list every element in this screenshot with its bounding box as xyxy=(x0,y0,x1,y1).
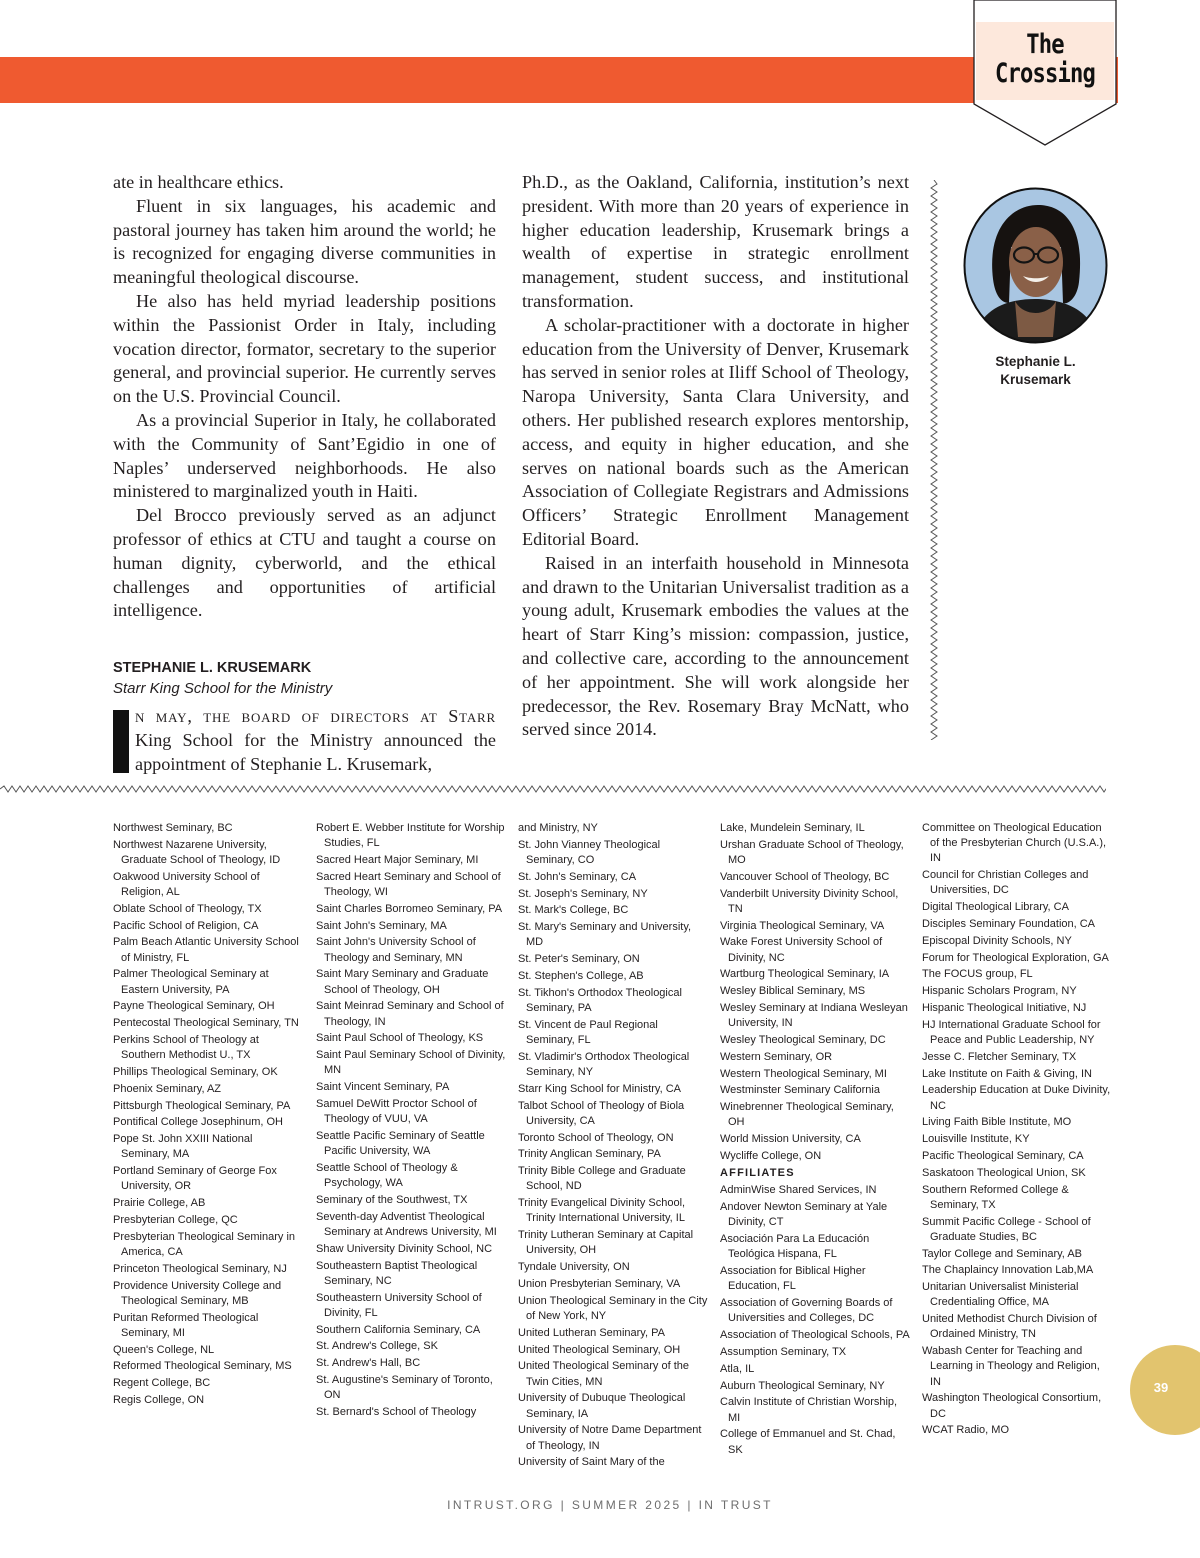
paragraph: Raised in an interfaith household in Minnesota and drawn to the Unitarian Universalist tradition as a young adult, Krusemark embodies the values at the heart of Starr King’s mission: compassion, justice, and collective care, according to the announcement of her appointment. She will work alongside her predecessor, the Rev. Rosemary Bray McNatt, who served since 2014. xyxy=(522,552,909,740)
list-item: Saint Mary Seminary and Graduate School of Theology, OH xyxy=(316,968,489,996)
list-item: Robert E. Webber Institute for Worship Studies, FL xyxy=(316,822,505,850)
list-item: Saint John's Seminary, MA xyxy=(316,919,447,932)
list-item: Providence University College and Theological Seminary, MB xyxy=(113,1279,282,1307)
profile-institution: Starr King School for the Ministry xyxy=(113,680,333,698)
list-item: Saint Vincent Seminary, PA xyxy=(316,1081,450,1094)
list-item: St. Mary's Seminary and University, MD xyxy=(518,921,692,949)
paragraph: He also has held myriad leadership positions within the Passionist Order in Italy, including vocation director, formator, secretary to the superior general, and provincial superior. He currently serves on the U.S. Provincial Council. xyxy=(113,290,496,407)
paragraph: As a provincial Superior in Italy, he collaborated with the Community of Sant’Egidio in one of Naples’ underserved neighborhoods. He also ministered to marginalized youth in Haiti. xyxy=(113,409,496,502)
vertical-wavy-divider xyxy=(929,180,939,740)
profile-name-heading: STEPHANIE L. KRUSEMARK xyxy=(113,660,312,677)
list-item: Vanderbilt University Divinity School, TN xyxy=(720,887,899,915)
list-item: Southeastern Baptist Theological Seminary, NC xyxy=(316,1259,478,1287)
list-item: St. Augustine's Seminary of Toronto, ON xyxy=(316,1373,493,1402)
list-item: Regis College, ON xyxy=(113,1393,205,1406)
member-list-column-3 xyxy=(518,821,708,1472)
member-list-column-2 xyxy=(316,821,506,1422)
list-item: Pentecostal Theological Seminary, TN xyxy=(113,1017,299,1030)
list-item: University of Saint Mary of the xyxy=(518,1456,665,1469)
list-item: St. Peter's Seminary, ON xyxy=(518,953,640,966)
list-item: Washington Theological Consortium, DC xyxy=(922,1392,1102,1420)
list-item: Winebrenner Theological Seminary, OH xyxy=(720,1101,894,1129)
lead-in-text: n may, the board of directors at Starr xyxy=(135,706,496,727)
list-item: Southern Reformed College & Seminary, TX xyxy=(922,1183,1069,1211)
list-item: Sacred Heart Seminary and School of Theology, WI xyxy=(316,870,501,898)
list-item: Unitarian Universalist Ministerial Credentialing Office, MA xyxy=(922,1281,1079,1309)
drop-cap-i xyxy=(113,710,129,773)
section-tag-title: The Crossing xyxy=(994,29,1096,89)
list-item: Asociación Para La Educación Teológica Hispana, FL xyxy=(720,1233,870,1261)
list-item: Calvin Institute of Christian Worship, MI xyxy=(720,1396,898,1424)
list-item: St. John's Seminary, CA xyxy=(518,870,637,883)
list-item: Presbyterian Theological Seminary in America, CA xyxy=(113,1230,295,1258)
list-item: Digital Theological Library, CA xyxy=(922,901,1069,914)
list-item: and Ministry, NY xyxy=(518,822,598,834)
list-item: Shaw University Divinity School, NC xyxy=(316,1242,493,1255)
paragraph: Del Brocco previously served as an adjunct professor of ethics at CTU and taught a course on human dignity, cyberworld, and the ethical challenges and opportunities of artificial intelligence. xyxy=(113,505,496,621)
list-item: Lake Institute on Faith & Giving, IN xyxy=(922,1067,1092,1080)
list-item: Oblate School of Theology, TX xyxy=(113,902,262,915)
list-item: St. Bernard's School of Theology xyxy=(316,1405,477,1418)
list-item: St. Vladimir's Orthodox Theological Seminary, NY xyxy=(518,1050,690,1078)
list-item: Hispanic Scholars Program, NY xyxy=(922,985,1077,998)
list-item: Seattle Pacific Seminary of Seattle Pacific University, WA xyxy=(316,1129,485,1158)
list-item: Southeastern University School of Divinity, FL xyxy=(316,1291,482,1319)
list-item: Union Presbyterian Seminary, VA xyxy=(518,1277,681,1290)
list-item: Phillips Theological Seminary, OK xyxy=(113,1065,278,1078)
lead-rest-text: King School for the Ministry announced the appointment of Stephanie L. Krusemark, xyxy=(135,729,496,774)
list-item: Queen's College, NL xyxy=(113,1343,215,1356)
list-item: Association for Biblical Higher Education, FL xyxy=(720,1265,866,1293)
list-item: Tyndale University, ON xyxy=(518,1261,630,1274)
list-item: St. Mark's College, BC xyxy=(518,904,629,917)
list-item: United Theological Seminary, OH xyxy=(518,1343,681,1356)
article-column-1 xyxy=(113,171,496,777)
list-item: United Lutheran Seminary, PA xyxy=(518,1326,665,1339)
list-item: Living Faith Bible Institute, MO xyxy=(922,1116,1072,1129)
list-item: The Chaplaincy Innovation Lab,MA xyxy=(922,1264,1094,1277)
list-item: Council for Christian Colleges and Universities, DC xyxy=(922,869,1089,897)
list-item: Regent College, BC xyxy=(113,1377,211,1390)
list-item: Association of Governing Boards of Universities and Colleges, DC xyxy=(720,1297,893,1325)
list-item: HJ International Graduate School for Peace and Public Leadership, NY xyxy=(922,1018,1101,1046)
list-item: United Methodist Church Division of Ordained Ministry, TN xyxy=(922,1313,1097,1341)
page-footer: INTRUST.ORG | SUMMER 2025 | IN TRUST xyxy=(447,1498,773,1512)
list-item: Trinity Lutheran Seminary at Capital University, OH xyxy=(518,1229,694,1257)
article-column-2 xyxy=(522,171,909,742)
list-item: Forum for Theological Exploration, GA xyxy=(922,951,1109,964)
section-tag xyxy=(973,0,1117,146)
list-item: The FOCUS group, FL xyxy=(922,968,1033,981)
list-item: St. Tikhon's Orthodox Theological Seminary, PA xyxy=(518,986,682,1014)
list-item: Samuel DeWitt Proctor School of Theology of VUU, VA xyxy=(316,1097,477,1126)
list-item: Reformed Theological Seminary, MS xyxy=(113,1360,292,1373)
list-item: Trinity Evangelical Divinity School, Trinity International University, IL xyxy=(518,1197,686,1225)
list-item: Sacred Heart Major Seminary, MI xyxy=(316,854,479,866)
list-item: Portland Seminary of George Fox University, OR xyxy=(113,1165,277,1193)
list-item: University of Dubuque Theological Seminary, IA xyxy=(518,1392,686,1420)
list-item: Saint Meinrad Seminary and School of Theology, IN xyxy=(316,1000,504,1028)
list-item: Presbyterian College, QC xyxy=(113,1213,238,1226)
list-item: Westminster Seminary California xyxy=(720,1084,880,1097)
page-number: 39 xyxy=(1153,1380,1169,1395)
list-item: Pontifical College Josephinum, OH xyxy=(113,1116,283,1129)
list-item: Princeton Theological Seminary, NJ xyxy=(113,1262,287,1275)
list-item: Pope St. John XXIII National Seminary, MA xyxy=(113,1133,253,1161)
list-item: Saskatoon Theological Union, SK xyxy=(922,1166,1086,1179)
list-item: Prairie College, AB xyxy=(113,1197,206,1210)
list-item: Committee on Theological Education of the Presbyterian Church (U.S.A.), IN xyxy=(922,822,1107,865)
list-item: Saint Charles Borromeo Seminary, PA xyxy=(316,902,503,915)
list-item: Jesse C. Fletcher Seminary, TX xyxy=(922,1050,1077,1063)
list-item: AdminWise Shared Services, IN xyxy=(720,1184,877,1197)
list-item: Urshan Graduate School of Theology, MO xyxy=(720,838,904,866)
list-item: Pittsburgh Theological Seminary, PA xyxy=(113,1099,291,1112)
portrait-photo xyxy=(963,187,1108,344)
list-item: Disciples Seminary Foundation, CA xyxy=(922,918,1096,930)
list-item: Trinity Anglican Seminary, PA xyxy=(518,1148,661,1161)
paragraph: Fluent in six languages, his academic and pastoral journey has taken him around the world; he is recognized for engaging diverse communities in meaningful theological discourse. xyxy=(113,195,496,288)
member-list-column-4 xyxy=(720,821,910,1459)
paragraph: A scholar-practitioner with a doctorate in higher education from the University of Denver, Krusemark has served in senior roles at Iliff School of Theology, Naropa University, Santa Clara University, and others. Her published research explores mentorship, access, and equity in higher education, and she serves on national boards such as the American Association of Collegiate Registrars and Admissions Officers’ Strategic Enrollment Management Editorial Board. xyxy=(522,314,909,549)
list-item: College of Emmanuel and St. Chad, SK xyxy=(720,1428,896,1456)
list-item: Oakwood University School of Religion, AL xyxy=(113,870,260,898)
paragraph: Ph.D., as the Oakland, California, institution’s next president. With more than 20 years of experience in higher education leadership, Krusemark brings a wealth of expertise in strategic enrollment management, student success, and institutional transformation. xyxy=(522,172,909,311)
list-item: Trinity Bible College and Graduate School, ND xyxy=(518,1165,686,1193)
list-item: St. Joseph's Seminary, NY xyxy=(518,887,648,900)
lead-paragraph xyxy=(113,705,496,776)
list-item: Phoenix Seminary, AZ xyxy=(113,1082,222,1095)
list-item: Saint John's University School of Theology and Seminary, MN xyxy=(316,936,476,964)
list-item: Hispanic Theological Initiative, NJ xyxy=(922,1001,1087,1014)
list-item: Virginia Theological Seminary, VA xyxy=(720,919,885,932)
list-item: Pacific School of Religion, CA xyxy=(113,919,259,932)
list-item: Seventh-day Adventist Theological Seminary at Andrews University, MI xyxy=(316,1210,497,1238)
list-item: Perkins School of Theology at Southern Methodist U., TX xyxy=(113,1033,259,1062)
list-item: Western Theological Seminary, MI xyxy=(720,1067,887,1080)
list-item: Pacific Theological Seminary, CA xyxy=(922,1149,1084,1162)
list-item: Talbot School of Theology of Biola University, CA xyxy=(518,1099,685,1127)
photo-caption: Stephanie L. Krusemark xyxy=(995,354,1076,387)
member-list-column-1 xyxy=(113,821,303,1410)
list-item: St. Andrew's College, SK xyxy=(316,1340,438,1353)
list-item: Seminary of the Southwest, TX xyxy=(316,1193,468,1206)
list-item: Wesley Biblical Seminary, MS xyxy=(720,985,866,998)
list-item: Wycliffe College, ON xyxy=(720,1149,822,1162)
list-item: Louisville Institute, KY xyxy=(922,1133,1030,1146)
list-item: Palm Beach Atlantic University School of Ministry, FL xyxy=(113,936,299,964)
list-item: University of Notre Dame Department of Theology, IN xyxy=(518,1424,702,1452)
list-item: Palmer Theological Seminary at Eastern University, PA xyxy=(113,968,269,996)
list-item: World Mission University, CA xyxy=(720,1133,861,1146)
list-item: Southern California Seminary, CA xyxy=(316,1323,481,1336)
list-item: Wesley Theological Seminary, DC xyxy=(720,1033,886,1046)
list-item: Puritan Reformed Theological Seminary, MI xyxy=(113,1311,259,1339)
paragraph: ate in healthcare ethics. xyxy=(113,172,284,192)
list-item: Union Theological Seminary in the City of New York, NY xyxy=(518,1294,708,1322)
list-item: Starr King School for Ministry, CA xyxy=(518,1082,682,1095)
list-item: Northwest Seminary, BC xyxy=(113,822,233,834)
list-item: Episcopal Divinity Schools, NY xyxy=(922,934,1072,947)
list-item: Saint Paul School of Theology, KS xyxy=(316,1032,484,1045)
list-item: Western Seminary, OR xyxy=(720,1050,833,1063)
header-orange-bar xyxy=(0,57,1118,103)
list-item: Vancouver School of Theology, BC xyxy=(720,870,890,883)
list-item: St. Andrew's Hall, BC xyxy=(316,1357,421,1370)
horizontal-wavy-divider xyxy=(0,784,1106,794)
list-item: Assumption Seminary, TX xyxy=(720,1345,847,1358)
list-item: Seattle School of Theology & Psychology, WA xyxy=(316,1161,458,1190)
list-item: United Theological Seminary of the Twin Cities, MN xyxy=(518,1360,690,1388)
list-item: WCAT Radio, MO xyxy=(922,1424,1009,1437)
list-item: Summit Pacific College - School of Graduate Studies, BC xyxy=(922,1215,1091,1243)
list-item: Lake, Mundelein Seminary, IL xyxy=(720,822,865,834)
list-item: Leadership Education at Duke Divinity, NC xyxy=(922,1084,1111,1112)
list-item: Andover Newton Seminary at Yale Divinity, CT xyxy=(720,1201,888,1229)
list-item: Toronto School of Theology, ON xyxy=(518,1131,674,1144)
list-item: Wesley Seminary at Indiana Wesleyan University, IN xyxy=(720,1001,908,1030)
list-item: Atla, IL xyxy=(720,1362,755,1375)
list-item: Taylor College and Seminary, AB xyxy=(922,1247,1082,1260)
list-item: St. John Vianney Theological Seminary, CO xyxy=(518,838,661,866)
list-item: Wake Forest University School of Divinity, NC xyxy=(720,936,883,964)
list-item: St. Vincent de Paul Regional Seminary, FL xyxy=(518,1018,658,1046)
list-item: Wartburg Theological Seminary, IA xyxy=(720,968,890,981)
list-item: Auburn Theological Seminary, NY xyxy=(720,1379,885,1392)
list-item: Payne Theological Seminary, OH xyxy=(113,1000,275,1013)
affiliates-heading: AFFILIATES xyxy=(720,1167,795,1180)
member-list-column-5 xyxy=(922,821,1112,1440)
list-item: Association of Theological Schools, PA xyxy=(720,1329,910,1342)
list-item: Saint Paul Seminary School of Divinity, MN xyxy=(316,1049,506,1077)
list-item: Wabash Center for Teaching and Learning in Theology and Religion, IN xyxy=(922,1345,1100,1388)
list-item: Northwest Nazarene University, Graduate School of Theology, ID xyxy=(113,838,281,866)
list-item: St. Stephen's College, AB xyxy=(518,969,644,982)
